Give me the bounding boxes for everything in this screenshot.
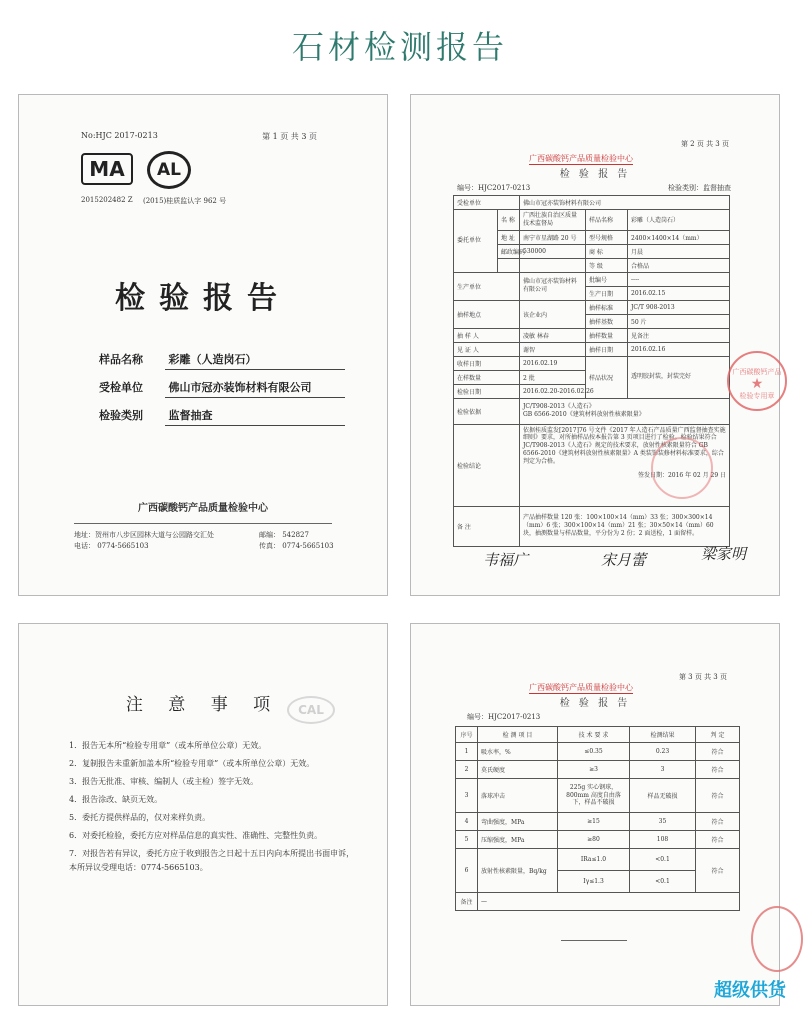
- note-item: 5．委托方提供样品的，仅对来样负责。: [69, 813, 211, 822]
- cell-item: 弯曲强度，MPa: [478, 813, 558, 831]
- code-value: ----: [628, 272, 730, 286]
- sampdate-value: 2016.02.16: [628, 342, 730, 356]
- header-judge: 判 定: [696, 727, 740, 743]
- note-item: 6．对委托检验，委托方应对样品信息的真实性、准确性、完整性负责。: [69, 831, 323, 840]
- sign-date: 签发日期：2016 年 02 月 29 日: [637, 471, 727, 479]
- results-number: 编号：HJC2017-0213: [467, 713, 541, 721]
- cell-item: 放射性核素限量，Bq/kg: [478, 849, 558, 893]
- signature-2: 宋月蕾: [601, 551, 647, 569]
- cell-result: <0.1: [630, 871, 696, 893]
- witness-label: 见 证 人: [454, 342, 520, 356]
- results-page: [410, 623, 780, 1006]
- cert-number-left: 2015202482 Z: [81, 196, 133, 204]
- client-row: [99, 379, 345, 398]
- testdate-value: 2016.02.20-2016.02.26: [520, 384, 586, 398]
- remark-label: 备注: [456, 893, 478, 911]
- cell-item: 莫氏硬度: [478, 761, 558, 779]
- cell-result: 35: [630, 813, 696, 831]
- entrust-label: 委托单位: [454, 210, 498, 273]
- brand-label: 商 标: [586, 244, 628, 258]
- code-label: 批编号: [586, 272, 628, 286]
- model-value: 2400×1400×14（mm）: [628, 230, 730, 244]
- note-item: 1．报告无本所“检验专用章”（或本所单位公章）无效。: [69, 741, 267, 750]
- cell-result: <0.1: [630, 849, 696, 871]
- qty-label: 抽样数量: [586, 328, 628, 342]
- sampdate-label: 抽样日期: [586, 342, 628, 356]
- table-row: [456, 813, 740, 831]
- name-label: 名 称: [498, 210, 520, 231]
- client-value: 佛山市冠亦装饰材料有限公司: [520, 196, 730, 210]
- page-number: 第 1 页 共 3 页: [262, 132, 317, 141]
- results-title: 检 验 报 告: [559, 698, 631, 709]
- cell-req: 225g 实心钢球，800mm 高度自由落下，样品不破损: [558, 779, 630, 813]
- remark-label: 备 注: [454, 506, 520, 546]
- results-table: [455, 726, 740, 911]
- center-name: 广西碳酸钙产品质量检验中心: [529, 154, 633, 163]
- report-number: 编号：HJC2017-0213: [457, 184, 531, 192]
- table-row: [456, 893, 740, 911]
- report-detail-page: [410, 94, 780, 596]
- telephone: 电话： 0774-5665103: [74, 542, 149, 550]
- cell-no: 3: [456, 779, 478, 813]
- header-item: 检 测 项 目: [478, 727, 558, 743]
- cover-title: 检验报告: [115, 281, 291, 316]
- conclusion-label: 检验结论: [454, 424, 520, 506]
- header-req: 技 术 要 求: [558, 727, 630, 743]
- report-title: 检 验 报 告: [559, 169, 631, 180]
- note-item: 7．对报告若有异议，委托方应于收到报告之日起十五日内向本所提出书面申诉，: [69, 849, 355, 858]
- recv-value: 2016.02.19: [520, 356, 586, 370]
- cell-judge: 符合: [696, 743, 740, 761]
- post-label: 邮政编码: [498, 244, 520, 258]
- producer-label: 生产单位: [454, 272, 520, 300]
- cell-judge: 符合: [696, 849, 740, 893]
- date-label: 生产日期: [586, 286, 628, 300]
- notes-page: [18, 623, 388, 1006]
- type-label: 检验类别: [99, 409, 143, 422]
- remark-value: —: [478, 893, 740, 911]
- cell-req: ≥3: [558, 761, 630, 779]
- signature-1: 韦福广: [483, 551, 529, 569]
- table-row: [456, 743, 740, 761]
- note-item: 2．复制报告未重新加盖本所“检验专用章”（或本所单位公章）无效。: [69, 759, 315, 768]
- report-category: 检验类别：监督抽查: [668, 184, 731, 192]
- stamp-text: 检验专用章: [739, 392, 775, 400]
- notes-list: [69, 740, 369, 880]
- grade-value: 合格品: [628, 258, 730, 272]
- cell-req: IRa≤1.0: [558, 849, 630, 871]
- spot-value: 该企业内: [520, 300, 586, 328]
- model-label: 型号规格: [586, 230, 628, 244]
- cell-judge: 符合: [696, 779, 740, 813]
- overlay-stamp-icon: [651, 437, 713, 499]
- sample-name-value: 彩雕（人造岗石）: [165, 351, 345, 370]
- basis-label: 抽样标准: [586, 300, 628, 314]
- cell-req: Iγ≤1.3: [558, 871, 630, 893]
- sample-name-row: [99, 351, 345, 370]
- cell-no: 4: [456, 813, 478, 831]
- address: 地址：贺州市八步区园林大道与公园路交汇处: [74, 531, 214, 539]
- header-no: 序号: [456, 727, 478, 743]
- divider: [74, 523, 332, 524]
- post-value: 530000: [520, 244, 586, 258]
- page-number: 第 2 页 共 3 页: [680, 140, 729, 148]
- end-line: [561, 940, 627, 941]
- client-value: 佛山市冠亦装饰材料有限公司: [165, 379, 345, 398]
- testdate-label: 检验日期: [454, 384, 520, 398]
- cell-judge: 符合: [696, 831, 740, 849]
- center-name: 广西碳酸钙产品质量检验中心: [529, 683, 633, 692]
- note-item: 4．报告涂改、缺页无效。: [69, 795, 163, 804]
- remark-value: 产品抽样数量 120 张：100×100×14（mm）33 张；300×300×14（mm）6 张；300×100×14（mm）21 张；30×50×14（mm）60 块，抽测数量与样品数量，平分份为 2 份；2 面送检，1 面留样。: [520, 506, 730, 546]
- postcode: 邮编： 542827: [259, 531, 309, 539]
- base-label: 抽样基数: [586, 314, 628, 328]
- cell-no: 5: [456, 831, 478, 849]
- cell-item: 吸水率，%: [478, 743, 558, 761]
- cell-no: 2: [456, 761, 478, 779]
- state-label: 样品状况: [586, 356, 628, 398]
- cell-item: 压缩强度，MPa: [478, 831, 558, 849]
- brand-watermark: 超级供货: [714, 980, 786, 1001]
- basis-value: JC/T 908-2013: [628, 300, 730, 314]
- header-result: 检测结果: [630, 727, 696, 743]
- sample-name-label: 样品名称: [99, 353, 143, 366]
- table-row: [456, 761, 740, 779]
- cma-logo-icon: MA: [81, 153, 133, 185]
- stamp-top-text: 广西碳酸钙产品: [732, 368, 782, 376]
- note-item: 3．报告无批准、审核、编制人（或主检）签字无效。: [69, 777, 259, 786]
- recv-label: 收样日期: [454, 356, 520, 370]
- partial-stamp-icon: [751, 906, 803, 972]
- cell-req: ≤0.35: [558, 743, 630, 761]
- std-value-1: JC/T908-2013《人造石》: [523, 403, 595, 411]
- sampler-label: 抽 样 人: [454, 328, 520, 342]
- type-row: [99, 407, 345, 426]
- conclusion-text: 依据桂质监发[2017]76 号文件《2017 年人造石产品质量广西监督抽查实施细则》要求，对所抽样品按本报告第 3 页项目进行了检验。检验结果符合 JC/T908-2013《人造石》规定的技术要求，放射性核素限量符合 GB 6566-2010《建筑材料放射性核素限量》A 类装饰装修材料标准要求，综合判定为合格。: [523, 426, 726, 465]
- state-value: 透明胶封装，封装完好: [628, 356, 730, 398]
- report-cover-page: [18, 94, 388, 596]
- std-label: 检验依据: [454, 398, 520, 424]
- brand-value: 月晨: [628, 244, 730, 258]
- center-name: 广西碳酸钙产品质量检验中心: [138, 503, 268, 514]
- cell-result: 3: [630, 761, 696, 779]
- cell-result: 0.23: [630, 743, 696, 761]
- inspection-stamp-icon: 广西碳酸钙产品 ★ 检验专用章: [727, 351, 787, 411]
- producer-value: 佛山市冠亦装饰材料有限公司: [520, 272, 586, 300]
- cell-result: 108: [630, 831, 696, 849]
- arrive-label: 在样数量: [454, 370, 520, 384]
- std-value-2: GB 6566-2010《建筑材料放射性核素限量》: [523, 411, 645, 419]
- cell-judge: 符合: [696, 761, 740, 779]
- notes-title: 注 意 事 项: [125, 695, 281, 715]
- report-number: No:HJC 2017-0213: [81, 131, 158, 140]
- signature-3: 梁家明: [701, 545, 747, 563]
- page-title: 石材检测报告: [291, 28, 508, 66]
- sample-value: 彩雕（人造岗石）: [628, 210, 730, 231]
- addr-label: 地 址: [498, 230, 520, 244]
- client-label: 受检单位: [454, 196, 520, 210]
- cell-no: 1: [456, 743, 478, 761]
- cell-judge: 符合: [696, 813, 740, 831]
- type-value: 监督抽查: [165, 407, 345, 426]
- spot-label: 抽样地点: [454, 300, 520, 328]
- sample-label: 样品名称: [586, 210, 628, 231]
- cell-item: 落球冲击: [478, 779, 558, 813]
- cell-no: 6: [456, 849, 478, 893]
- name-value: 广西壮族自治区质量技术监督局: [520, 210, 586, 231]
- table-row: [456, 831, 740, 849]
- cell-req: ≥15: [558, 813, 630, 831]
- client-label: 受检单位: [99, 381, 143, 394]
- cal-watermark-icon: CAL: [287, 696, 335, 724]
- cell-result: 样品无破损: [630, 779, 696, 813]
- sampler-value: 凌敏 林春: [520, 328, 586, 342]
- date-value: 2016.02.15: [628, 286, 730, 300]
- cell-req: ≥80: [558, 831, 630, 849]
- table-row: [456, 779, 740, 813]
- cert-number-right: (2015)桂质监认字 962 号: [143, 197, 227, 205]
- note-item: 本所异议受理电话：0774-5665103。: [69, 863, 208, 872]
- std-values: [520, 398, 730, 424]
- addr-value: 南宁市星湖路 20 号: [520, 230, 586, 244]
- qty-value: 见备注: [628, 328, 730, 342]
- grade-label: 等 级: [586, 258, 628, 272]
- page-number: 第 3 页 共 3 页: [678, 673, 727, 681]
- fax: 传真： 0774-5665103: [259, 542, 334, 550]
- arrive-value: 2 批: [520, 370, 586, 384]
- cal-logo-icon: AL: [147, 151, 191, 189]
- witness-value: 谢智: [520, 342, 586, 356]
- table-row: [456, 849, 740, 871]
- base-value: 50 片: [628, 314, 730, 328]
